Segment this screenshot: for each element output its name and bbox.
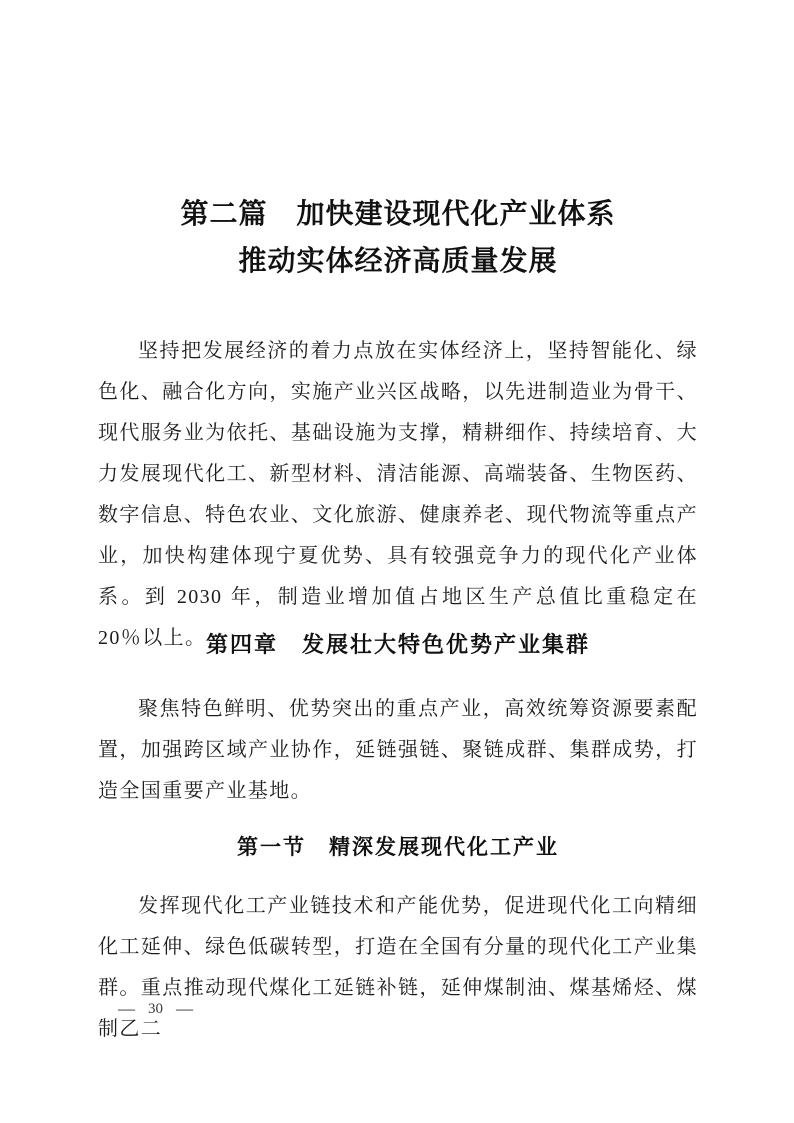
part-title [98,191,698,285]
page-footer [118,999,193,1019]
chapter-heading: 第四章 发展壮大特色优势产业集群 [205,632,590,658]
part-title-line-1: 第二篇 加快建设现代化产业体系 [180,198,616,230]
intro-paragraph: 坚持把发展经济的着力点放在实体经济上，坚持智能化、绿色化、融合化方向，实施产业兴区战略，以先进制造业为骨干、现代服务业为依托、基础设施为支撑，精耕细作、持续培育、大力发展现代化工、新型材料、清洁能源、高端装备、生物医药、数字信息、特色农业、文化旅游、健康养老、现代物流等重点产业，加快构建体现宁夏优势、具有较强竞争力的现代化产业体系。到 2030 年，制造业增加值占地区生产总值比重稳定在 20％以上。 [98,340,698,649]
section-heading: 第一节 精深发展现代化工产业 [237,836,559,859]
chapter-paragraph: 聚焦特色鲜明、优势突出的重点产业，高效统筹资源要素配置，加强跨区域产业协作，延链强链、聚链成群、集群成势，打造全国重要产业基地。 [98,698,698,802]
section-paragraph: 发挥现代化工产业链技术和产能优势，促进现代化工向精细化工延伸、绿色低碳转型，打造在全国有分量的现代化工产业集群。重点推动现代煤化工延链补链，延伸煤制油、煤基烯烃、煤制乙二 [98,895,698,1040]
part-title-line-2: 推动实体经济高质量发展 [238,245,558,277]
footer-dash-right: — [176,999,193,1018]
footer-dash-left: — [118,999,135,1018]
page-number: 30 [148,1000,163,1017]
